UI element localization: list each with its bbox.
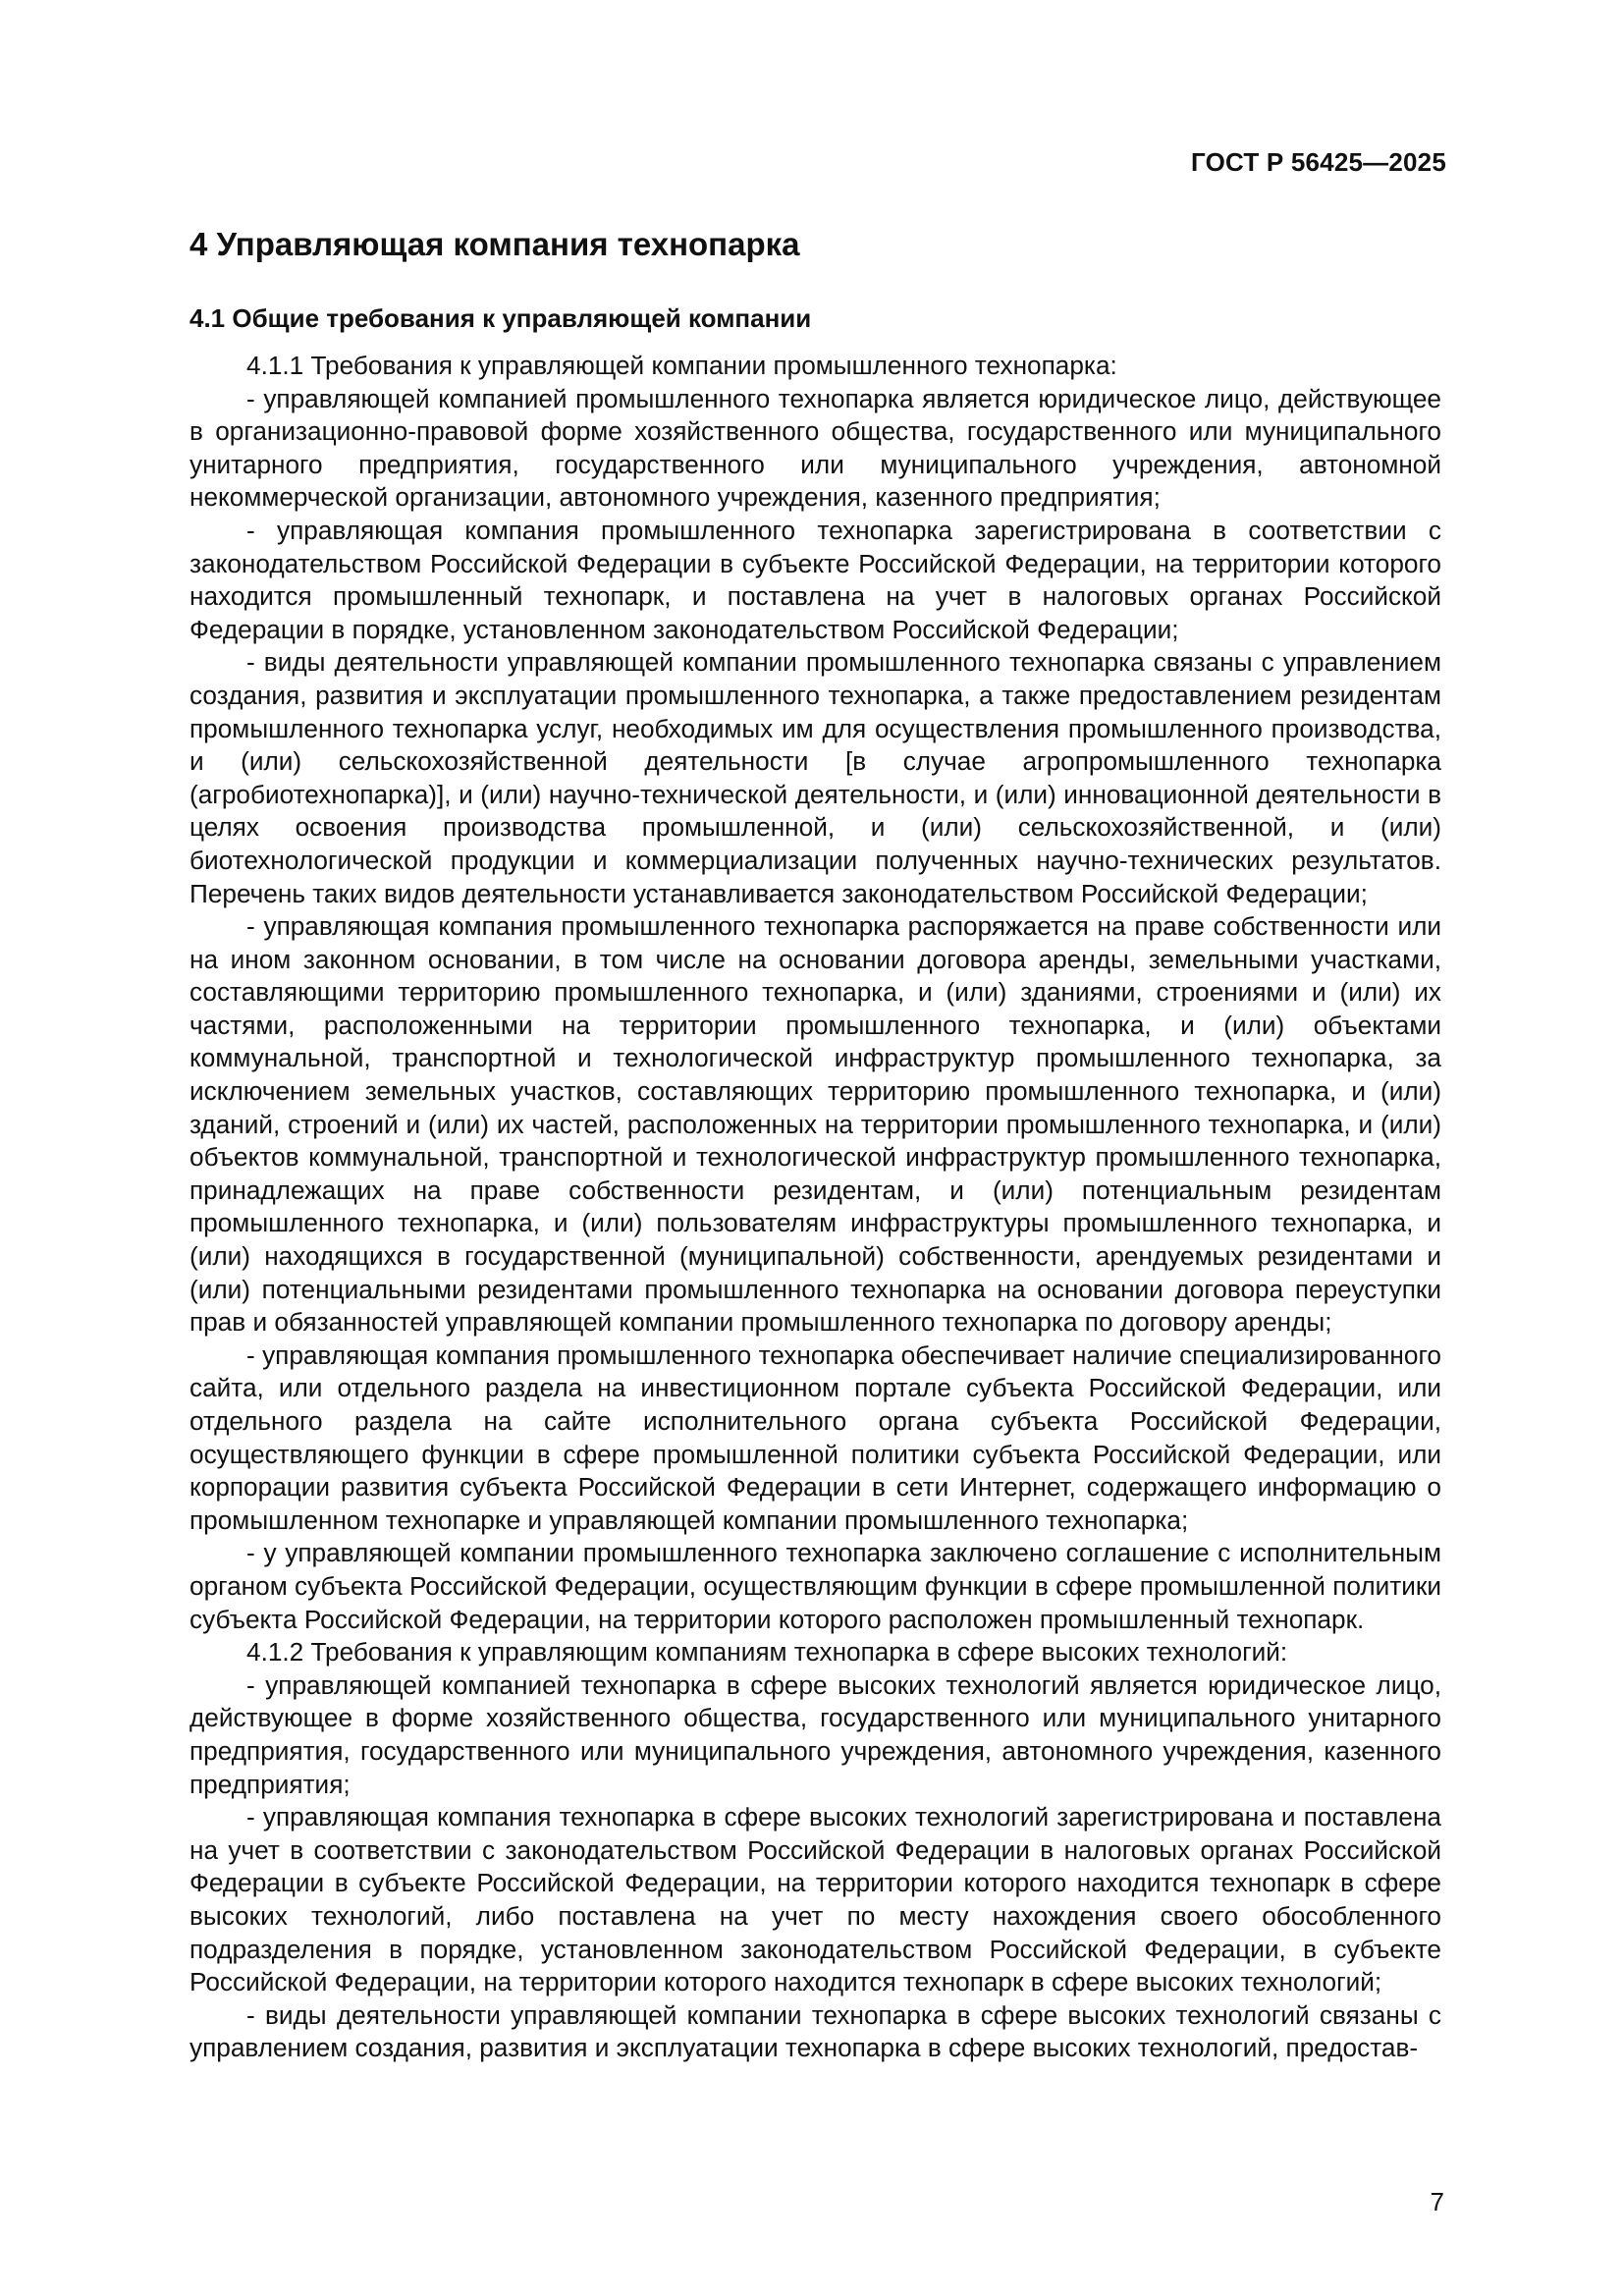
document-body	[189, 224, 1441, 2065]
standard-designation: ГОСТ Р 56425—2025	[1191, 147, 1446, 177]
list-item: - виды деятельности управляющей компании технопарка в сфере высоких технологий связаны с управлением создания, развития и эксплуатации технопарка в сфере высоких технологий, предостав-	[189, 1999, 1441, 2063]
list-item: - управляющая компания промышленного технопарка зарегистрирована в соответствии с законодательством Российской Федерации в субъекте Российской Федерации, на территории которого находится промышленный технопарк, и поставлена на учет в налоговых органах Российской Федерации в порядке, установленном законодательством Российской Федерации;	[189, 515, 1441, 644]
section-title: 4 Управляющая компания технопарка	[189, 226, 800, 262]
list-item: - управляющая компания промышленного технопарка распоряжается на праве собственности или на ином законном основании, в том числе на основании договора аренды, земельными участками, составляющими территорию промышленного технопарка, и (или) зданиями, строениями и (или) их частями, расположенными на территории промышленного технопарка, и (или) объектами коммунальной, транспортной и технологической инфраструктур промышленного технопарка, за исключением земельных участков, составляющих территорию промышленного технопарка, и (или) зданий, строений и (или) их частей, расположенных на территории промышленного технопарка, и (или) объектов коммунальной, транспортной и технологической инфраструктур промышленного технопарка, принадлежащих на праве собственности резидентам, и (или) потенциальным резидентам промышленного технопарка, и (или) пользователям инфраструктуры промышленного технопарка, и (или) находящихся в государственной (муниципальной) собственности, арендуемых резидентами и (или) потенциальными резидентами промышленного технопарка на основании договора переуступки прав и обязанностей управляющей компании промышленного технопарка по договору аренды;	[189, 911, 1441, 1338]
page-number: 7	[1430, 2187, 1444, 2216]
list-item: - у управляющей компании промышленного технопарка заключено соглашение с исполнительным органом субъекта Российской Федерации, осуществляющим функции в сфере промышленной политики субъекта Российской Федерации, на территории которого расположен промышленный технопарк.	[189, 1538, 1441, 1634]
list-item: - управляющая компания промышленного технопарка обеспечивает наличие специализированного сайта, или отдельного раздела на инвестиционном портале субъекта Российской Федерации, или отдельного раздела на сайте исполнительного органа субъекта Российской Федерации, осуществляющего функции в сфере промышленной политики субъекта Российской Федерации, или корпорации развития субъекта Российской Федерации в сети Интернет, содержащего информацию о промышленном технопарке и управляющей компании промышленного технопарка;	[189, 1339, 1441, 1535]
subsection-title: 4.1 Общие требования к управляющей компании	[189, 303, 812, 333]
list-item: - виды деятельности управляющей компании промышленного технопарка связаны с управлением создания, развития и эксплуатации промышленного технопарка, а также предоставлением резидентам промышленного технопарка услуг, необходимых им для осуществления промышленного производства, и (или) сельскохозяйственной деятельности [в случае агропромышленного технопарка (агробиотехнопарка)], и (или) научно-технической деятельности, и (или) инновационной деятельности в целях освоения производства промышленной, и (или) сельскохозяйственной, и (или) биотехнологической продукции и коммерциализации полученных научно-технических результатов. Перечень таких видов деятельности устанавливается законодательством Российской Федерации;	[189, 647, 1441, 908]
paragraph-4-1-1-intro: 4.1.1 Требования к управляющей компании промышленного технопарка:	[246, 351, 1117, 380]
paragraph-4-1-2-intro: 4.1.2 Требования к управляющим компаниям технопарка в сфере высоких технологий:	[246, 1637, 1288, 1667]
list-item: - управляющей компанией технопарка в сфере высоких технологий является юридическое лицо, действующее в форме хозяйственного общества, государственного или муниципального унитарного предприятия, государственного или муниципального учреждения, автономного учреждения, казенного предприятия;	[189, 1669, 1441, 1799]
list-item: - управляющая компания технопарка в сфере высоких технологий зарегистрирована и поставлена на учет в соответствии с законодательством Российской Федерации в налоговых органах Российской Федерации в субъекте Российской Федерации, на территории которого находится технопарк в сфере высоких технологий, либо поставлена на учет по месту нахождения своего обособленного подразделения в порядке, установленном законодательством Российской Федерации, в субъекте Российской Федерации, на территории которого находится технопарк в сфере высоких технологий;	[189, 1802, 1441, 1997]
list-item: - управляющей компанией промышленного технопарка является юридическое лицо, действующее в организационно-правовой форме хозяйственного общества, государственного или муниципального унитарного предприятия, государственного или муниципального учреждения, автономной некоммерческой организации, автономного учреждения, казенного предприятия;	[189, 383, 1441, 513]
